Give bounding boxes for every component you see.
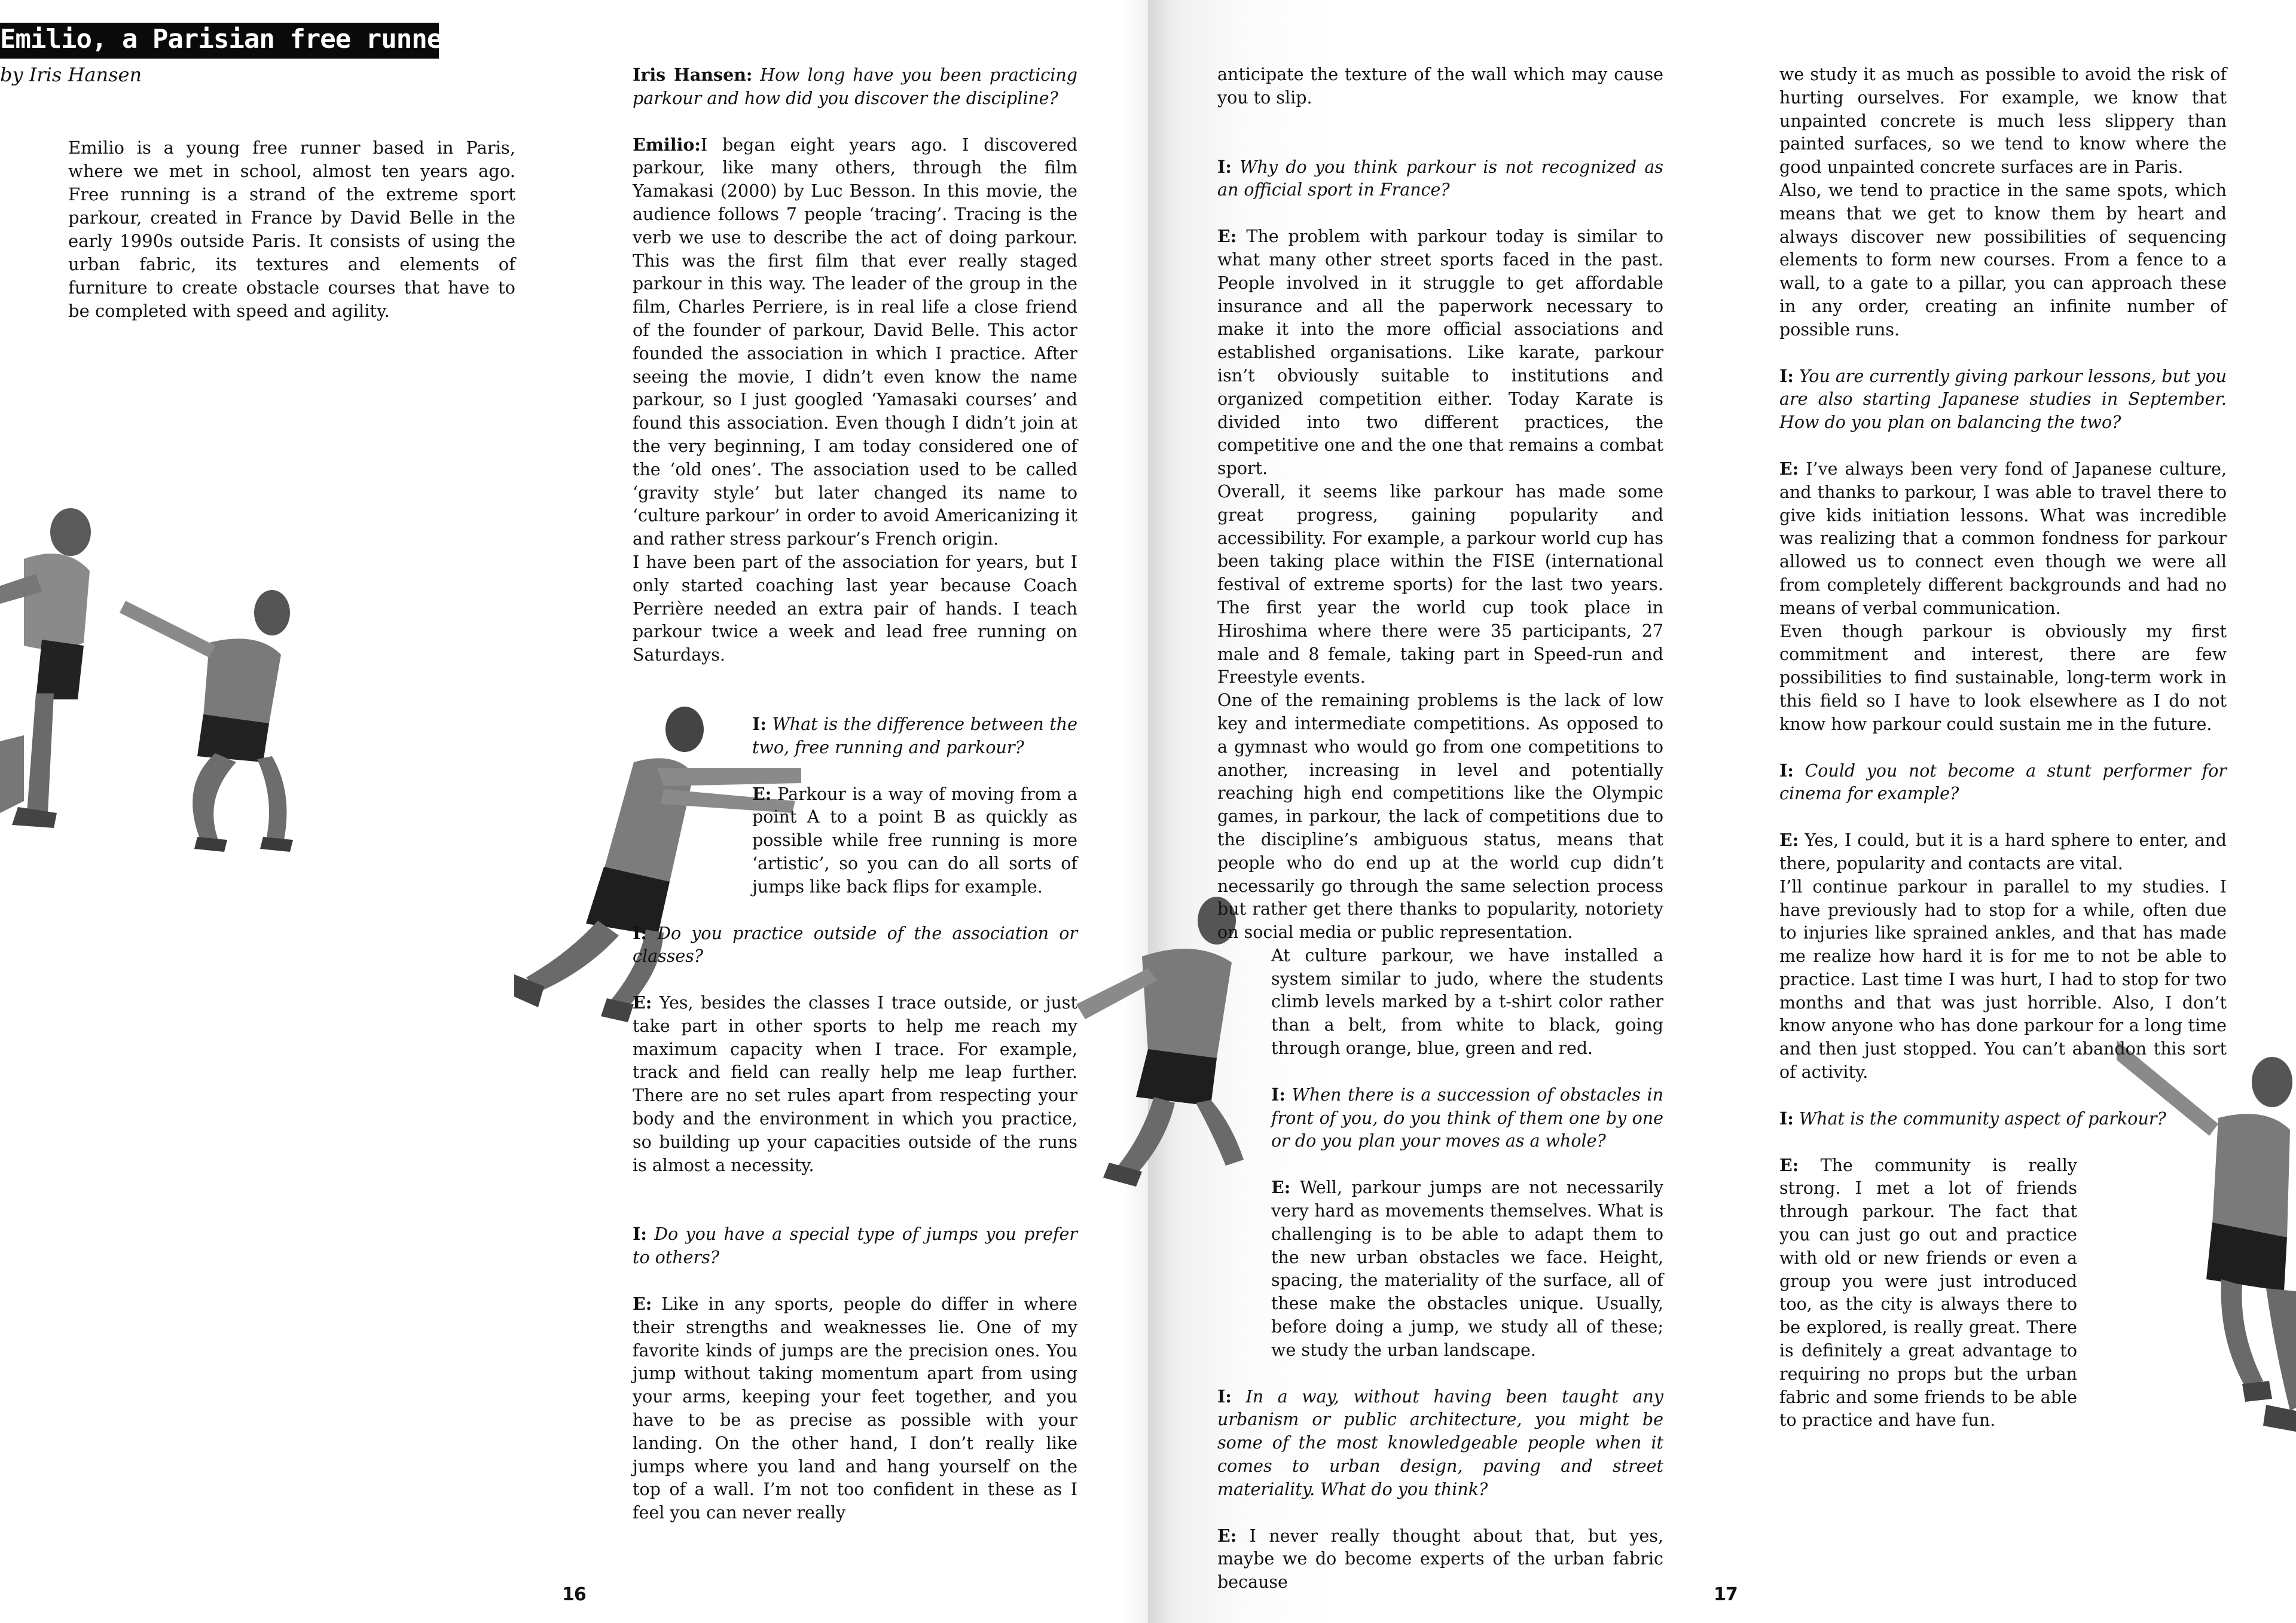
question-text: In a way, without having been taught any urbanism or public architecture, you might be some of the most knowledgeable people when it comes to urban design, paving and street materiality. What do you think?	[1217, 1386, 1664, 1499]
answer-6	[1271, 1176, 1663, 1362]
question-9	[1779, 759, 2227, 806]
answer-5d: At culture parkour, we have installed a system similar to judo, where the students climb levels marked by a t-shirt color rather than a belt, from white to black, going through orange, blue, green and red.	[1271, 945, 1663, 1059]
answer-text: The community is really strong. I met a lot of friends through parkour. The fact that you can just go out and practice with old or new friends or even a group you were just introduced too, as the city is always there to be explored, is really great. There is definitely a great advantage to requiring no props but the urban fabric and some friends to be able to practice and have fun.	[1779, 1155, 2077, 1431]
answer-text: The problem with parkour today is similar to what many other street sports faced in the past. People involved in it struggle to get affordable insurance and all the paperwork necessary to make it into the more official associations and established organisations. Like karate, parkour isn’t obviously suitable to institutions and organized competition either. Today Karate is divided into two different practices, the competitive one and the one that remains a combat sport.	[1217, 227, 1663, 479]
question-2	[752, 713, 1077, 760]
answer-3	[633, 991, 1077, 1177]
answer-text: I’ve always been very fond of Japanese culture, and thanks to parkour, I was able to travel there to give kids initiation lessons. What was incredible was realizing that a common fondness for parkour allowed us to connect even though we were all from completely different backgrounds and had no means of verbal communication.	[1779, 459, 2227, 618]
speaker-label: Emilio:	[633, 134, 701, 155]
answer-text: Yes, I could, but it is a hard sphere to enter, and there, popularity and contacts are vital.	[1779, 830, 2227, 873]
answer-9	[1779, 829, 2227, 876]
speaker-label: I:	[633, 1224, 647, 1245]
speaker-label: E:	[1779, 1154, 1799, 1175]
question-10	[1779, 1107, 2227, 1131]
question-6-block	[1217, 1083, 1663, 1362]
question-text: When there is a succession of obstacles in front of you, do you think of them one by one or do you plan your moves as a whole?	[1271, 1084, 1663, 1151]
speaker-label: E:	[1217, 226, 1237, 247]
continuation-text: anticipate the texture of the wall which may cause you to slip.	[1217, 65, 1663, 108]
answer-7	[1217, 1524, 1663, 1594]
question-1	[633, 63, 1077, 111]
answer-5b: Overall, it seems like parkour has made some great progress, gaining popularity and accessibility. For example, a parkour world cup has been taking place within the FISE (international festival of extreme sports) for the last two years. The first year the world cup took place in Hiroshima where there were 35 participants, 27 male and 8 female, taking part in Speed-run and Freestyle events.	[1217, 481, 1663, 687]
speaker-label: E:	[1779, 458, 1799, 479]
intro-paragraph	[68, 136, 515, 323]
speaker-label: E:	[633, 992, 652, 1013]
runner-photo-crouch	[120, 583, 299, 867]
answer-8b: Even though parkour is obviously my first commitment and interest, there are few possibilities to find sustainable, long-term work in this field so I have to look elsewhere as I do not know how parkour could sustain me in the future.	[1779, 621, 2227, 734]
answer-text: Parkour is a way of moving from a point A to a point B as quickly as possible while free running is more ‘artistic’, so you can do all sorts of jumps like back flips for example.	[752, 784, 1078, 897]
question-5	[1217, 155, 1663, 203]
question-8	[1779, 365, 2227, 435]
speaker-label: E:	[752, 783, 772, 804]
page-gutter	[1124, 0, 1172, 1623]
intro-text: Emilio is a young free runner based in Paris, where we met in school, almost ten years ago. Free running is a strand of the extreme sport parkour, created in France by David Belle in the early 1990s outside Paris. It consists of using the urban fabric, its textures and elements of furniture to create obstacle courses that have to be completed with speed and agility.	[68, 137, 515, 321]
answer-5c: One of the remaining problems is the lack of low key and intermediate competitions. As opposed to a gymnast who would go from one competitions to another, increasing in level and potentially reaching high end competitions like the Olympic games, in parkour, the lack of competitions due to the discipline’s ambiguous status, means that people who do end up at the world cup didn’t necessarily go through the same selection process but rather get there thanks to popularity, notoriety on social media or public representation.	[1217, 690, 1663, 943]
answer-1	[633, 133, 1077, 551]
answer-text: I never really thought about that, but yes, maybe we do become experts of the urban fabric because	[1217, 1526, 1664, 1593]
question-4	[633, 1222, 1077, 1270]
speaker-label: I:	[1271, 1084, 1286, 1105]
question-text: What is the community aspect of parkour?	[1799, 1108, 2166, 1129]
answer-9b: I’ll continue parkour in parallel to my studies. I have previously had to stop for a while, often due to injuries like sprained ankles, and that has made me realize how hard it is for me to not be able to practice. Last time I was hurt, I had to stop for two months and that was just horrible. Also, I don’t know anyone who has done parkour for a long time and then just stopped. You can’t abandon this sort of activity.	[1779, 876, 2227, 1083]
article-byline: by Iris Hansen	[0, 63, 142, 86]
speaker-label: I:	[1217, 156, 1232, 177]
answer-1b: I have been part of the association for years, but I only started coaching last year because Coach Perrière needed an extra pair of hands. I teach parkour twice a week and lead free running on Saturdays.	[633, 552, 1077, 665]
speaker-label: I:	[1779, 1108, 1794, 1129]
speaker-label: I:	[752, 713, 767, 734]
question-text: Do you have a special type of jumps you prefer to others?	[633, 1224, 1077, 1268]
answer-8	[1779, 457, 2227, 621]
question-3	[633, 922, 1077, 969]
answer-text: Like in any sports, people do differ in where their strengths and weaknesses lie. One of my favorite kinds of jumps are the precision ones. You jump without taking momentum apart from using your arms, keeping your feet together, and you have to be as precise as possible with your landing. On the other hand, I don’t really like jumps where you land and hang yourself on the top of a wall. I’m not too confident in these as I feel you can never really	[633, 1294, 1078, 1523]
speaker-label: E:	[1217, 1525, 1237, 1546]
answer-10	[1779, 1154, 2227, 1433]
speaker-label: E:	[1779, 830, 1799, 851]
continuation-text-2: Also, we tend to practice in the same spots, which means that we get to know them by heart and always discover new possibilities of sequencing elements to form new courses. From a fence to a wall, to a gate to a pillar, you can approach these in any order, creating an infinite number of possible runs.	[1779, 180, 2227, 340]
speaker-label: E:	[1271, 1177, 1291, 1198]
column-1	[633, 63, 1077, 1525]
answer-4	[633, 1292, 1077, 1525]
question-text: How long have you been practicing parkour and how did you discover the discipline?	[633, 65, 1077, 108]
answer-text: I began eight years ago. I discovered parkour, like many others, through the film Yamakasi (2000) by Luc Besson. In this movie, the audience follows 7 people ‘tracing’. Tracing is the verb we use to describe the act of doing parkour. This was the first film that ever really staged parkour in this way. The leader of the group in the film, Charles Perriere, is in real life a close friend of the founder of parkour, David Belle. This actor founded the association in which I practice. After seeing the movie, I didn’t even know the name parkour, so I just googled ‘Yamasaki courses’ and found this association. Even though I didn’t join at the very beginning, I am today considered one of the ‘old ones’. The association used to be called ‘gravity style’ but later changed its name to ‘culture parkour’ in order to avoid Americanizing it and rather stress parkour’s French origin.	[633, 135, 1077, 549]
article-title: Emilio, a Parisian free runner	[0, 24, 457, 54]
speaker-label: I:	[1779, 760, 1794, 781]
speaker-label: Iris Hansen:	[633, 65, 753, 85]
speaker-label: I:	[1217, 1386, 1232, 1407]
question-text: You are currently giving parkour lessons, but you are also starting Japanese studies in September. How do you plan on balancing the two?	[1779, 366, 2227, 433]
question-text: Why do you think parkour is not recognized as an official sport in France?	[1217, 157, 1663, 200]
continuation-text: we study it as much as possible to avoid the risk of hurting ourselves. For example, we know that unpainted concrete is much less slippery than painted surfaces, so we tend to know where the good unpainted concrete surfaces are in Paris.	[1779, 65, 2227, 178]
question-6	[1271, 1083, 1663, 1153]
column-2	[1217, 63, 1663, 1594]
answer-2	[752, 783, 1077, 899]
answer-text: Yes, besides the classes I trace outside, or just take part in other sports to help me reach my maximum capacity when I trace. For example, track and field can really help me leap further. There are no set rules apart from respecting your body and the environment in which you practice, so building up your capacities outside of the runs is almost a necessity.	[633, 993, 1077, 1175]
answer-text: Well, parkour jumps are not necessarily very hard as movements themselves. What is challenging is to be able to adapt them to the new urban obstacles we face. Height, spacing, the materiality of the surface, all of these make the obstacles unique. Usually, before doing a jump, we study all of these; we study the urban landscape.	[1271, 1178, 1663, 1360]
speaker-label: E:	[633, 1294, 652, 1315]
speaker-label: I:	[633, 922, 647, 943]
question-text: Could you not become a stunt performer for cinema for example?	[1779, 760, 2227, 804]
page-number-right: 17	[1714, 1584, 1738, 1605]
question-2-block	[633, 713, 1077, 899]
page-number-left: 16	[562, 1584, 586, 1605]
question-text: Do you practice outside of the association or classes?	[633, 923, 1078, 967]
answer-5	[1217, 225, 1663, 481]
speaker-label: I:	[1779, 365, 1794, 386]
question-text: What is the difference between the two, free running and parkour?	[752, 714, 1077, 757]
column-3	[1779, 63, 2227, 1432]
question-7	[1217, 1385, 1663, 1502]
